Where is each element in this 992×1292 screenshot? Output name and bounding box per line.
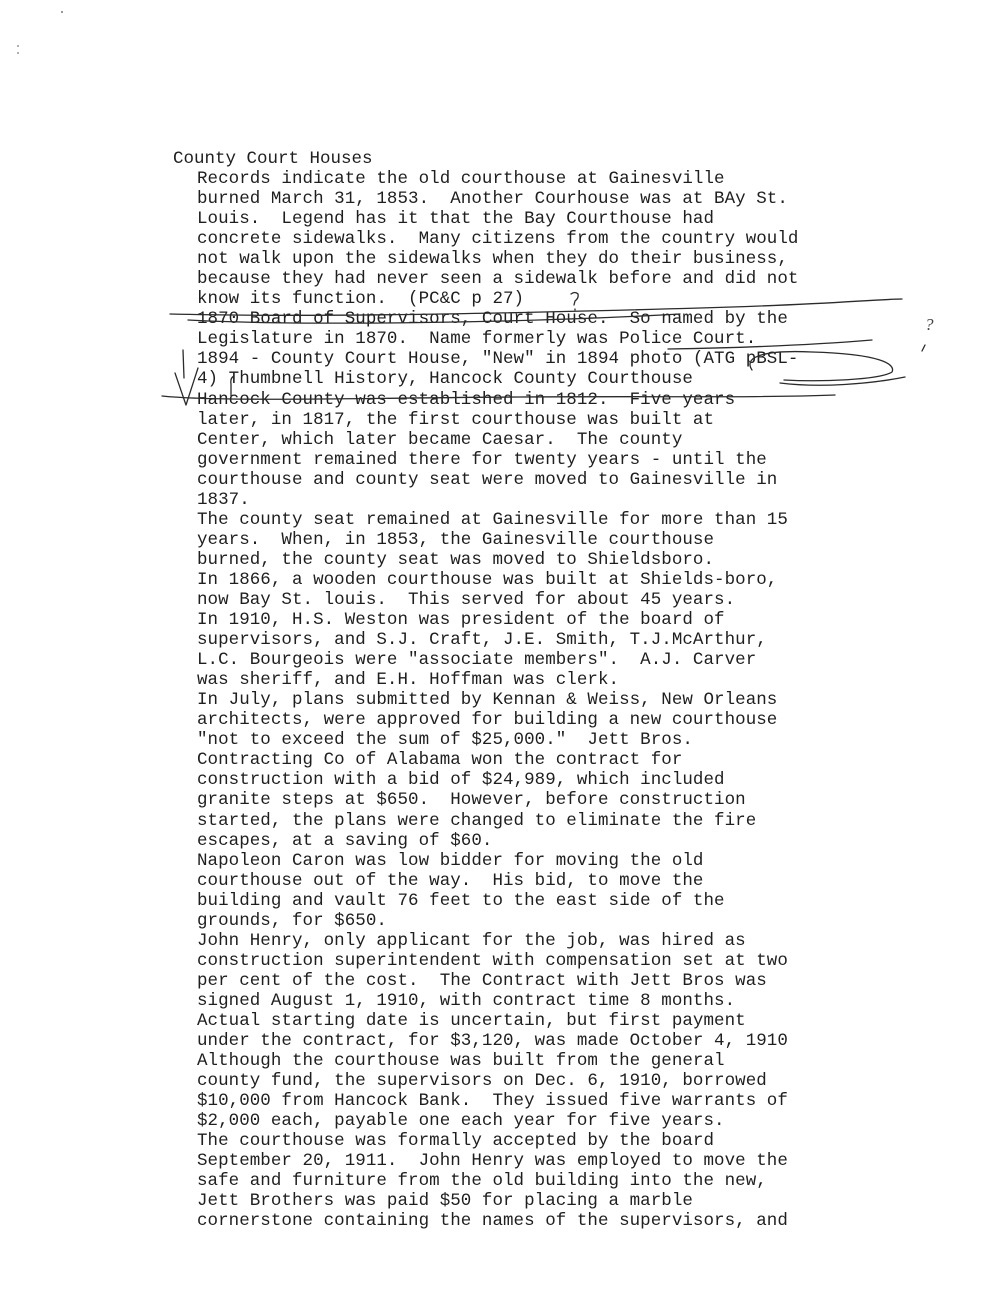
text-line: Napoleon Caron was low bidder for moving the old (197, 850, 704, 871)
text-line: burned March 31, 1853. Another Courhouse was at BAy St. (197, 189, 788, 210)
text-line: years. When, in 1853, the Gainesville courthouse (197, 529, 715, 550)
text-line: under the contract, for $3,120, was made October 4, 1910 (197, 1031, 788, 1052)
text-line: concrete sidewalks. Many citizens from the country would (197, 229, 799, 250)
text-line: safe and furniture from the old building into the new, (197, 1171, 767, 1192)
text-line: building and vault 76 feet to the east side of the (197, 890, 725, 911)
text-line: granite steps at $650. However, before construction (197, 790, 746, 811)
text-line: In 1910, H.S. Weston was president of the board of (197, 610, 725, 631)
text-line: later, in 1817, the first courthouse was built at (197, 409, 715, 430)
text-line: because they had never seen a sidewalk before and did not (197, 269, 799, 290)
text-line: now Bay St. louis. This served for about 45 years. (197, 589, 736, 610)
text-line: "not to exceed the sum of $25,000." Jett Bros. (197, 730, 693, 751)
text-line: The courthouse was formally accepted by the board (197, 1131, 715, 1152)
text-line: The county seat remained at Gainesville for more than 15 (197, 509, 788, 530)
text-line: In 1866, a wooden courthouse was built at Shields-boro, (197, 569, 778, 590)
text-line: $2,000 each, payable one each year for five years. (197, 1111, 725, 1132)
text-line: not walk upon the sidewalks when they do their business, (197, 249, 788, 270)
text-line: September 20, 1911. John Henry was employed to move the (197, 1151, 788, 1172)
text-line: cornerstone containing the names of the supervisors, and (197, 1211, 788, 1232)
check-mark (175, 368, 198, 405)
text-line: escapes, at a saving of $60. (197, 830, 493, 851)
text-line: architects, were approved for building a new courthouse (197, 710, 778, 731)
text-line: burned, the county seat was moved to Shieldsboro. (197, 549, 715, 570)
text-line: courthouse and county seat were moved to Gainesville in (197, 469, 778, 490)
text-line: 1894 - County Court House, "New" in 1894 photo (ATG pBSL- (197, 349, 799, 370)
speck-mark (61, 11, 63, 13)
text-line: $10,000 from Hancock Bank. They issued five warrants of (197, 1091, 788, 1112)
text-line: Jett Brothers was paid $50 for placing a marble (197, 1191, 693, 1212)
text-line: per cent of the cost. The Contract with Jett Bros was (197, 970, 767, 991)
text-line: know its function. (PC&C p 27) (197, 289, 525, 310)
text-line: Records indicate the old courthouse at Gainesville (197, 169, 725, 189)
speck-mark (17, 45, 19, 47)
text-line: Hancock County was established in 1812. Five years (197, 389, 736, 410)
speck-mark (17, 52, 19, 54)
text-line: government remained there for twenty years - until the (197, 449, 767, 470)
margin-tick (183, 350, 184, 378)
text-line: 4) Thumbnell History, Hancock County Courthouse (197, 369, 693, 390)
text-line: was sheriff, and E.H. Hoffman was clerk. (197, 670, 620, 691)
text-line: John Henry, only applicant for the job, was hired as (197, 930, 746, 951)
text-line: construction superintendent with compensation set at two (197, 950, 788, 971)
margin-question-mark: ? (925, 315, 934, 334)
page-heading: County Court Houses (173, 149, 373, 169)
text-line: supervisors, and S.J. Craft, J.E. Smith, T.J.McArthur, (197, 630, 767, 651)
text-line: Legislature in 1870. Name formerly was Police Court. (197, 329, 757, 350)
text-line: signed August 1, 1910, with contract time 8 months. (197, 990, 736, 1011)
text-line: Actual starting date is uncertain, but first payment (197, 1010, 746, 1031)
text-line: grounds, for $650. (197, 910, 387, 931)
text-line: courthouse out of the way. His bid, to move the (197, 870, 704, 891)
text-line: 1837. (197, 489, 250, 510)
text-line: county fund, the supervisors on Dec. 6, 1910, borrowed (197, 1071, 767, 1092)
text-line: Contracting Co of Alabama won the contract for (197, 750, 683, 771)
text-line: In July, plans submitted by Kennan & Weiss, New Orleans (197, 690, 778, 711)
text-line: Center, which later became Caesar. The county (197, 429, 683, 450)
margin-tick (922, 345, 925, 351)
text-line: 1870 Board of Supervisors, Court House. So named by the (197, 309, 788, 330)
text-line: construction with a bid of $24,989, which included (197, 770, 725, 791)
text-line: L.C. Bourgeois were "associate members". A.J. Carver (197, 650, 757, 671)
body-text (197, 169, 798, 1231)
text-line: Louis. Legend has it that the Bay Courthouse had (197, 209, 715, 230)
text-line: Although the courthouse was built from the general (197, 1051, 725, 1072)
text-line: started, the plans were changed to eliminate the fire (197, 810, 757, 831)
arrow-stroke (780, 377, 905, 385)
